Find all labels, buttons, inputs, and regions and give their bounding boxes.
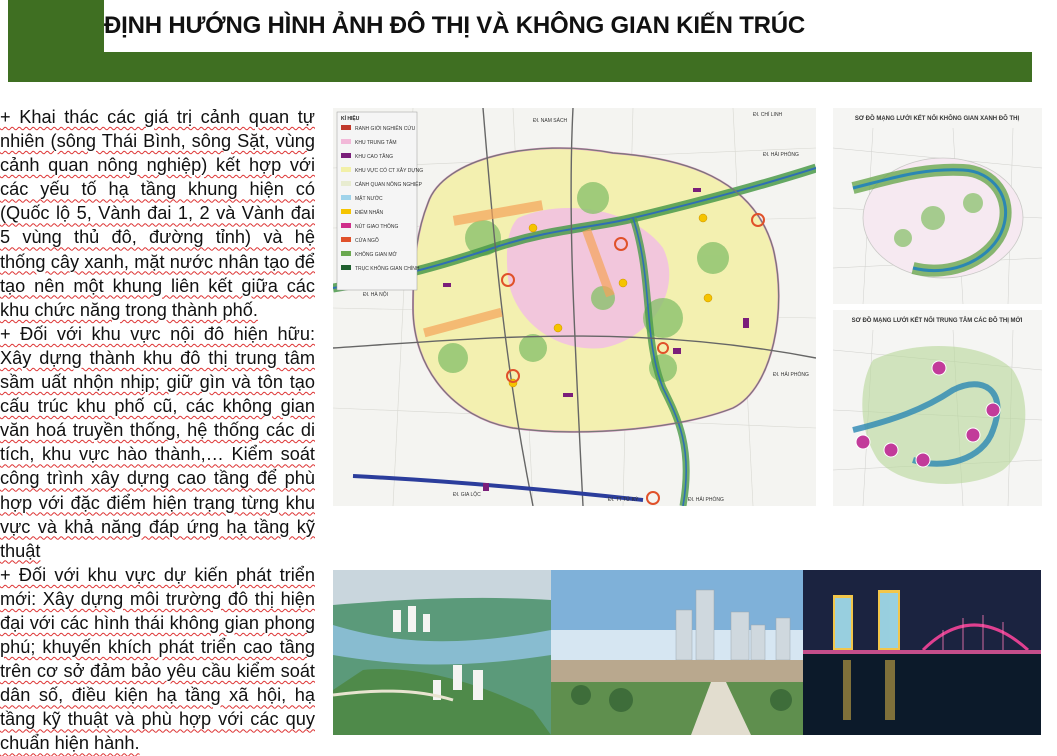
- inset-green-space-drawing: [833, 108, 1042, 304]
- map-legend-heading: KÍ HIỆU: [341, 116, 360, 122]
- title-bar-band: [8, 52, 1032, 82]
- body-text: [0, 105, 315, 756]
- legend-label: KHU VỰC CÓ CT XÂY DỰNG: [355, 168, 424, 174]
- legend-swatch: [341, 181, 351, 186]
- planning-map-drawing: [333, 108, 816, 506]
- legend-swatch: [341, 195, 351, 200]
- legend-swatch: [341, 139, 351, 144]
- inset-new-urban-centers: [833, 310, 1042, 506]
- page-title: ĐỊNH HƯỚNG HÌNH ẢNH ĐÔ THỊ VÀ KHÔNG GIAN KIẾN TRÚC: [104, 12, 806, 39]
- place-label: ĐI. NAM SÁCH: [533, 118, 568, 124]
- inset-new-centers-drawing: [833, 310, 1042, 506]
- place-label: ĐI. CHÍ LINH: [753, 112, 783, 118]
- paragraph-landscape: + Khai thác các giá trị cảnh quan tự nhiên (sông Thái Bình, sông Sặt, vùng cảnh quan nông nghiệp) kết hợp với các yếu tố hạ tầng khung hiện có (Quốc lộ 5, Vành đai 1, 2 và Vành đai 5 vùng thủ đô, đường tỉnh) và hệ thống cây xanh, mặt nước nhân tạo để tạo nên một khung liên kết giữa các khu chức năng trong thành phố.: [0, 107, 315, 320]
- place-label: ĐI. HẢI PHÒNG: [688, 497, 724, 503]
- inset-centers-title: SƠ ĐỒ MẠNG LƯỚI KẾT NỐI TRUNG TÂM CÁC ĐÔ THỊ MỚI: [851, 318, 1023, 324]
- legend-swatch: [341, 237, 351, 242]
- inset-green-space-network: [833, 108, 1042, 304]
- legend-label: RANH GIỚI NGHIÊN CỨU: [355, 126, 416, 132]
- legend-label: KHU CAO TẦNG: [355, 154, 393, 160]
- photo-urban-towers: [551, 570, 803, 735]
- legend-swatch: [341, 167, 351, 172]
- place-label: ĐI. HÀ NỘI: [363, 292, 389, 298]
- legend-label: CỬA NGÕ: [355, 238, 379, 244]
- planning-map: [333, 108, 816, 506]
- legend-swatch: [341, 153, 351, 158]
- place-label: ĐI. HẢI PHÒNG: [763, 152, 799, 158]
- place-label: ĐI. TT TỨ KỲ: [608, 497, 639, 503]
- legend-label: KHU TRUNG TÂM: [355, 140, 397, 146]
- photo-aerial-riverside: [333, 570, 551, 735]
- legend-label: KHÔNG GIAN MỞ: [355, 252, 397, 258]
- legend-label: TRỤC KHÔNG GIAN CHÍNH: [355, 266, 420, 272]
- legend-label: CẢNH QUAN NÔNG NGHIỆP: [355, 182, 422, 188]
- inset-green-title: SƠ ĐỒ MẠNG LƯỚI KẾT NỐI KHÔNG GIAN XANH ĐÔ THỊ: [854, 116, 1020, 122]
- legend-swatch: [341, 265, 351, 270]
- paragraph-inner-city: + Đối với khu vực nội đô hiện hữu: Xây dựng thành khu đô thị trung tâm sầm uất nhộn nhịp; giữ gìn và tôn tạo cấu trúc khu phố cũ, các không gian văn hoá truyền thống, hệ thống các di tích, khu vực hào thành,… Kiểm soát công trình xây dựng cao tầng để phù hợp với đặc điểm hiện trạng từng khu vực và khả năng đáp ứng hạ tầng kỹ thuật: [0, 323, 315, 561]
- legend-label: NÚT GIAO THÔNG: [355, 224, 399, 230]
- place-label: ĐI. HẢI PHÒNG: [773, 372, 809, 378]
- photo-night-bridge: [803, 570, 1041, 735]
- place-label: ĐI. GIA LỘC: [453, 492, 481, 498]
- legend-swatch: [341, 209, 351, 214]
- legend-swatch: [341, 223, 351, 228]
- paragraph-new-development: + Đối với khu vực dự kiến phát triển mới: Xây dựng môi trường đô thị hiện đại với các hình thái không gian phong phú; khuyến khích phát triển cao tầng trên cơ sở đảm bảo yêu cầu kiểm soát dân số, điều kiện hạ tầng xã hội, hạ tầng kỹ thuật và phù hợp với các quy chuẩn hiện hành.: [0, 564, 315, 754]
- legend-label: ĐIỂM NHẤN: [355, 210, 384, 216]
- legend-swatch: [341, 251, 351, 256]
- legend-swatch: [341, 125, 351, 130]
- legend-label: MẶT NƯỚC: [355, 196, 383, 202]
- title-accent-block: [8, 0, 101, 52]
